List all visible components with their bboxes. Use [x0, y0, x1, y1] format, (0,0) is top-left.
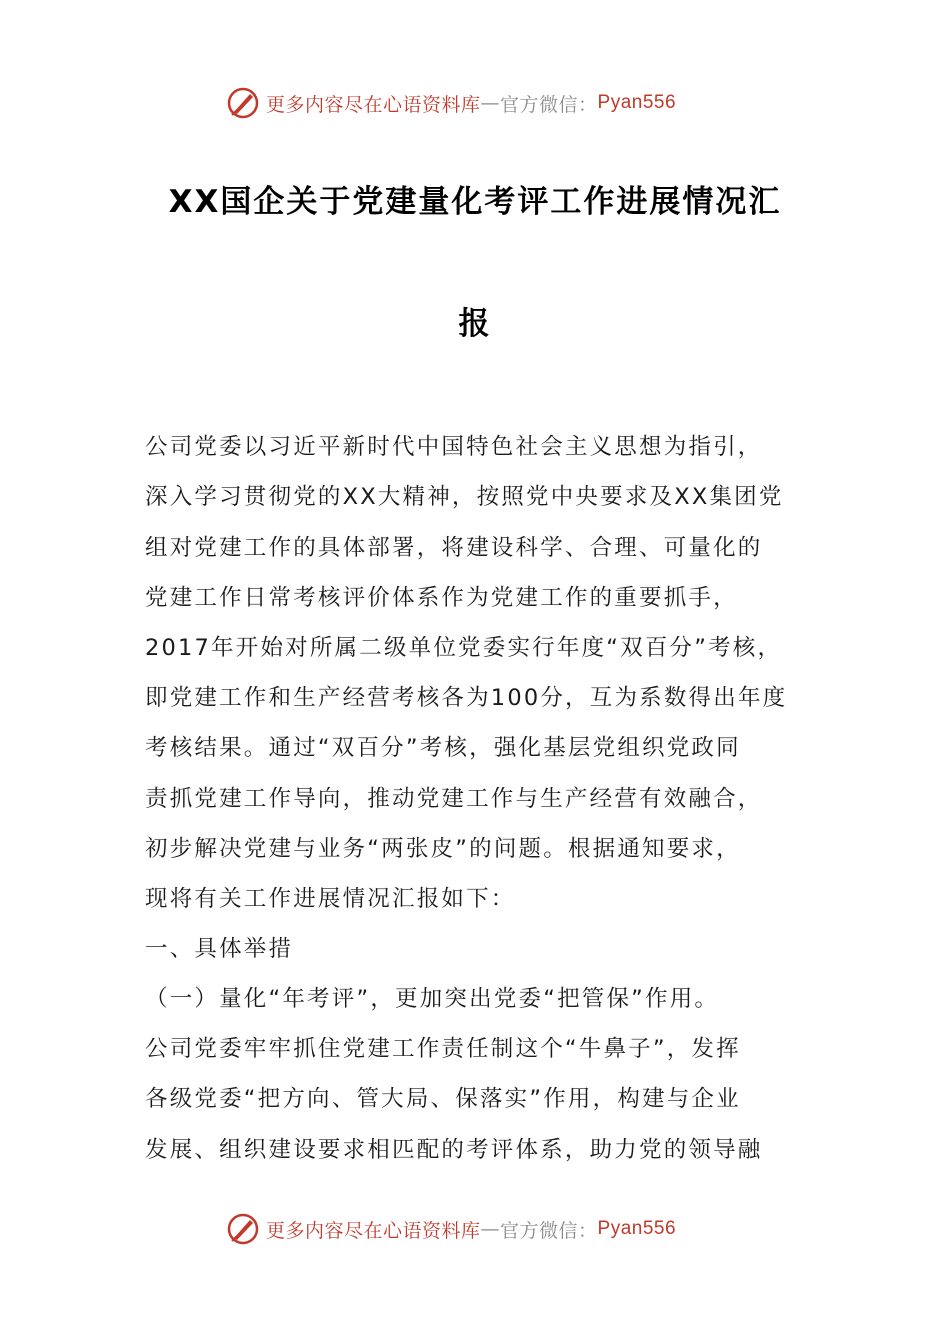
body-line: 2017年开始对所属二级单位党委实行年度“双百分”考核， — [145, 635, 783, 661]
body-line: 各级党委“把方向、管大局、保落实”作用，构建与企业 — [145, 1086, 741, 1112]
body-line: 责抓党建工作导向，推动党建工作与生产经营有效融合， — [145, 786, 763, 812]
watermark-dash: — — [480, 92, 501, 114]
body-line: 发展、组织建设要求相匹配的考评体系，助力党的领导融 — [145, 1137, 763, 1163]
watermark-dash: — — [480, 1218, 501, 1240]
document-title-line-2: 报 — [458, 306, 492, 342]
body-line: 考核结果。通过“双百分”考核，强化基层党组织党政同 — [145, 735, 741, 761]
footer-watermark — [226, 1212, 746, 1246]
watermark-label: 官方微信： — [500, 93, 598, 116]
subsection-heading: （一）量化“年考评”，更加突出党委“把管保”作用。 — [145, 986, 720, 1012]
body-line: 深入学习贯彻党的XX大精神，按照党中央要求及XX集团党 — [145, 484, 784, 510]
body-line: 公司党委以习近平新时代中国特色社会主义思想为指引， — [145, 434, 763, 460]
document-title-line-1: XX国企关于党建量化考评工作进展情况汇 — [168, 184, 782, 220]
quill-logo-icon — [226, 1212, 260, 1246]
watermark-label: 官方微信： — [500, 1219, 598, 1242]
body-line: 初步解决党建与业务“两张皮”的问题。根据通知要求， — [145, 836, 741, 862]
watermark-text: 更多内容尽在心语资料库 — [266, 93, 481, 116]
watermark-id: Pyan556 — [597, 1218, 677, 1239]
section-heading: 一、具体举措 — [145, 936, 294, 962]
body-line: 现将有关工作进展情况汇报如下： — [145, 886, 516, 912]
header-watermark — [226, 86, 746, 120]
body-line: 即党建工作和生产经营考核各为100分，互为系数得出年度 — [145, 685, 788, 711]
body-line: 公司党委牢牢抓住党建工作责任制这个“牛鼻子”，发挥 — [145, 1036, 741, 1062]
watermark-text: 更多内容尽在心语资料库 — [266, 1219, 481, 1242]
body-line: 党建工作日常考核评价体系作为党建工作的重要抓手， — [145, 585, 738, 611]
quill-logo-icon — [226, 86, 260, 120]
watermark-id: Pyan556 — [597, 92, 677, 113]
body-line: 组对党建工作的具体部署，将建设科学、合理、可量化的 — [145, 535, 763, 561]
